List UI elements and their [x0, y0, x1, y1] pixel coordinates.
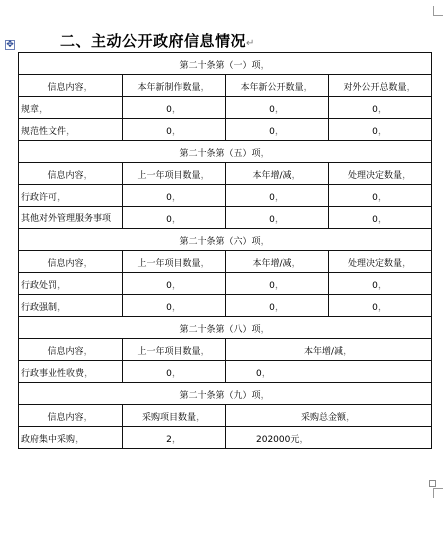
row-label-cell: 其他对外管理服务事项 [19, 207, 123, 229]
value-cell: 0， [226, 185, 329, 207]
value-cell: 202000元， [226, 427, 432, 449]
section-heading-cell: 第二十条第（一）项， [19, 53, 432, 75]
value-cell: 0， [226, 97, 329, 119]
value-cell: 0， [226, 273, 329, 295]
section-heading-row [19, 53, 432, 75]
header-cell: 信息内容， [19, 405, 123, 427]
section-heading-row [19, 383, 432, 405]
value-cell: 0， [226, 119, 329, 141]
header-cell: 本年新制作数量， [123, 75, 226, 97]
value-cell: 0， [329, 273, 432, 295]
header-cell: 处理决定数量， [329, 163, 432, 185]
table-row [19, 273, 432, 295]
page-crop-mark-top-right [433, 6, 443, 16]
page-crop-mark-bottom-right [433, 488, 443, 498]
value-cell: 0， [329, 207, 432, 229]
value-cell: 0， [123, 207, 226, 229]
header-cell: 处理决定数量， [329, 251, 432, 273]
table-resize-handle[interactable] [429, 480, 436, 487]
value-cell: 2， [123, 427, 226, 449]
header-cell: 信息内容， [19, 251, 123, 273]
value-cell: 0， [123, 97, 226, 119]
section-heading-row [19, 317, 432, 339]
value-cell: 0， [123, 295, 226, 317]
section-heading-row [19, 141, 432, 163]
table-row [19, 207, 432, 229]
section-heading: 第二十条第（九）项 [179, 391, 261, 401]
value-cell: 0， [329, 295, 432, 317]
header-cell: 采购总金额， [226, 405, 432, 427]
value-cell: 0， [329, 97, 432, 119]
paragraph-mark: ↵ [246, 38, 255, 49]
header-cell: 本年增/减， [226, 163, 329, 185]
header-cell: 上一年项目数量， [123, 339, 226, 361]
disclosure-table [18, 52, 432, 449]
row-label-cell: 规章， [19, 97, 123, 119]
table-row [19, 119, 432, 141]
value-cell: 0， [329, 119, 432, 141]
header-cell: 本年增/减， [226, 339, 432, 361]
value-cell: 0， [123, 361, 226, 383]
section-heading: 第二十条第（五）项 [179, 149, 261, 159]
header-cell: 上一年项目数量， [123, 163, 226, 185]
section-heading-cell: 第二十条第（八）项， [19, 317, 432, 339]
section-heading-row [19, 229, 432, 251]
row-label-cell: 行政处罚， [19, 273, 123, 295]
header-cell: 信息内容， [19, 163, 123, 185]
table-row [19, 97, 432, 119]
table-header-row [19, 75, 432, 97]
header-cell: 本年新公开数量， [226, 75, 329, 97]
table-header-row [19, 163, 432, 185]
section-heading: 第二十条第（八）项 [179, 325, 261, 335]
value-cell: 0， [123, 273, 226, 295]
header-cell: 对外公开总数量， [329, 75, 432, 97]
header-cell: 信息内容， [19, 339, 123, 361]
table-move-handle-icon[interactable]: ✥ [6, 40, 14, 50]
value-cell: 0， [123, 185, 226, 207]
header-cell: 信息内容， [19, 75, 123, 97]
value-cell: 0， [329, 185, 432, 207]
row-label-cell: 行政强制， [19, 295, 123, 317]
section-heading-cell: 第二十条第（九）项， [19, 383, 432, 405]
table-header-row [19, 339, 432, 361]
header-cell: 上一年项目数量， [123, 251, 226, 273]
section-heading-cell: 第二十条第（五）项， [19, 141, 432, 163]
value-cell: 0， [226, 361, 432, 383]
table-row [19, 427, 432, 449]
table-header-row [19, 251, 432, 273]
section-heading: 第二十条第（六）项 [179, 237, 261, 247]
row-label-cell: 行政事业性收费， [19, 361, 123, 383]
section-title-text: 二、主动公开政府信息情况 [60, 32, 247, 50]
table-row [19, 295, 432, 317]
table-row [19, 185, 432, 207]
section-title [60, 30, 255, 51]
row-label-cell: 政府集中采购， [19, 427, 123, 449]
value-cell: 0， [226, 207, 329, 229]
value-cell: 0， [226, 295, 329, 317]
table-row [19, 361, 432, 383]
header-cell: 采购项目数量， [123, 405, 226, 427]
value-cell: 0， [123, 119, 226, 141]
row-label-cell: 规范性文件， [19, 119, 123, 141]
table-header-row [19, 405, 432, 427]
section-heading-cell: 第二十条第（六）项， [19, 229, 432, 251]
section-heading: 第二十条第（一）项 [179, 61, 261, 71]
header-cell: 本年增/减， [226, 251, 329, 273]
row-label-cell: 行政许可， [19, 185, 123, 207]
